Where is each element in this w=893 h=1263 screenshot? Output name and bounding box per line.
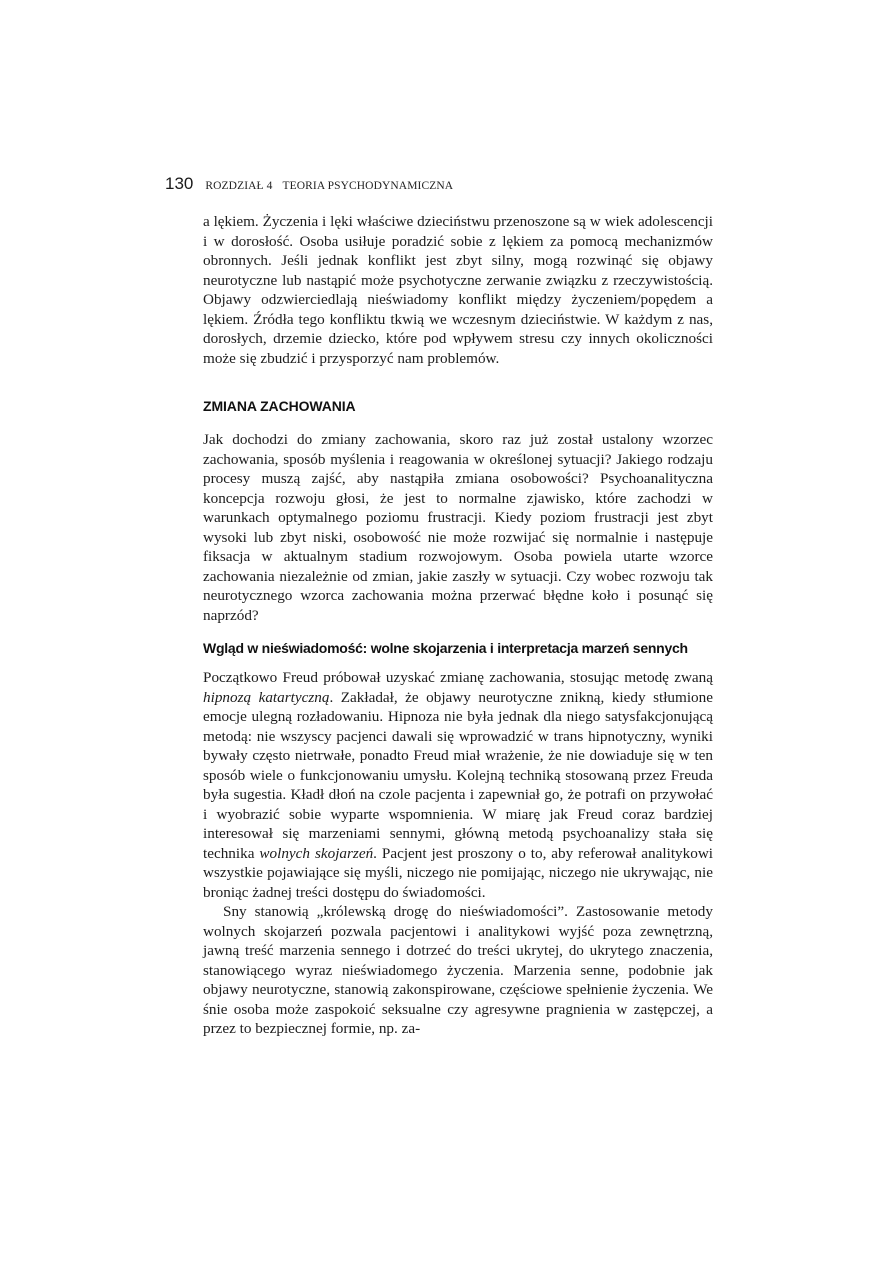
paragraph: Jak dochodzi do zmiany zachowania, skoro raz już został ustalony wzorzec zachowania, sposób myślenia i reagowania w określonej sytuacji? Jakiego rodzaju procesy muszą zajść, aby nastąpiła zmiana osobowości? Psychoanalityczna koncepcja rozwoju głosi, że jest to normalne zjawisko, które zachodzi w warunkach optymalnego poziomu frustracji. Kiedy poziom frustracji jest zbyt wysoki lub zbyt niski, osobowość nie może rozwijać się normalnie i następuje fiksacja w aktualnym stadium rozwojowym. Osoba powiela utarte wzorce zachowania niezależnie od zmian, jakie zaszły w sytuacji. Czy wobec rozwoju tak neurotycznego wzorca zachowania można przerwać błędne koło i posunąć się naprzód?: [203, 431, 713, 624]
text-run: Początkowo Freud próbował uzyskać zmianę zachowania, stosując metodę zwaną: [203, 669, 713, 686]
chapter-label: ROZDZIAŁ 4: [205, 180, 273, 192]
italic-term: hipnozą katartyczną: [203, 688, 330, 706]
paragraph: Sny stanowią „królewską drogę do nieświadomości”. Zastosowanie metody wolnych skojarzeń pozwala pacjentowi i analitykowi wyjść poza zewnętrzną, jawną treść marzenia sennego i dotrzeć do treści ukrytej, do ukrytego znaczenia, stanowiącego wyraz nieświadomego życzenia. Marzenia senne, podobnie jak objawy neurotyczne, stanowią zakonspirowane, częściowe spełnienie życzenia. We śnie osoba może zaspokoić seksualne czy agresywne pragnienia w zastępczej, a przez to bezpiecznej formie, np. za-: [203, 903, 713, 1037]
paragraph: a lękiem. Życzenia i lęki właściwe dzieciństwu przenoszone są w wiek adolescencji i w dorosłość. Osoba usiłuje poradzić sobie z lękiem za pomocą mechanizmów obronnych. Jeśli jednak konflikt jest zbyt silny, mogą rozwinąć się objawy neurotyczne lub nastąpić może psychotyczne zerwanie związku z rzeczywistością. Objawy odzwierciedlają nieświadomy konflikt między życzeniem/popędem a lękiem. Źródła tego konfliktu tkwią we wczesnym dzieciństwie. W każdym z nas, dorosłych, drzemie dziecko, które pod wpływem stresu czy innych okoliczności może się zbudzić i przysporzyć nam problemów.: [203, 213, 713, 367]
italic-term: wolnych skojarzeń: [259, 844, 374, 862]
paragraph: [203, 668, 713, 902]
page-number: 130: [165, 174, 194, 193]
subsection-heading: Wgląd w nieświadomość: wolne skojarzenia i interpretacja marzeń sennych: [203, 640, 688, 656]
section-heading: ZMIANA ZACHOWANIA: [203, 398, 356, 414]
text-run: . Pacjent jest proszony o to, aby referował analitykowi wszystkie pojawiające się myśli, niczego nie pomijając, niczego nie ukrywając, nie broniąc żadnej treści dostępu do świadomości.: [203, 844, 714, 901]
page-body: [203, 212, 713, 1039]
text-run: . Zakładał, że objawy neurotyczne znikną, kiedy stłumione emocje ulegną rozładowaniu. Hipnoza nie była jednak dla niego satysfakcjonującą metodą: nie wszyscy pacjenci dawali się wprowadzić w trans hipnotyczny, wyniki bywały często nietrwałe, ponadto Freud miał wrażenie, że nie dowiaduje się w ten sposób wiele o funkcjonowaniu umysłu. Kolejną techniką stosowaną przez Freuda była sugestia. Kładł dłoń na czole pacjenta i zapewniał go, że potrafi on przywołać i wyobrazić sobie wyparte wspomnienia. W miarę jak Freud coraz bardziej interesował się marzeniami sennymi, główną metodą psychoanalizy stała się technika: [203, 688, 713, 862]
chapter-title: TEORIA PSYCHODYNAMICZNA: [282, 180, 454, 192]
running-head-text: [205, 180, 453, 192]
running-header: [165, 174, 453, 194]
